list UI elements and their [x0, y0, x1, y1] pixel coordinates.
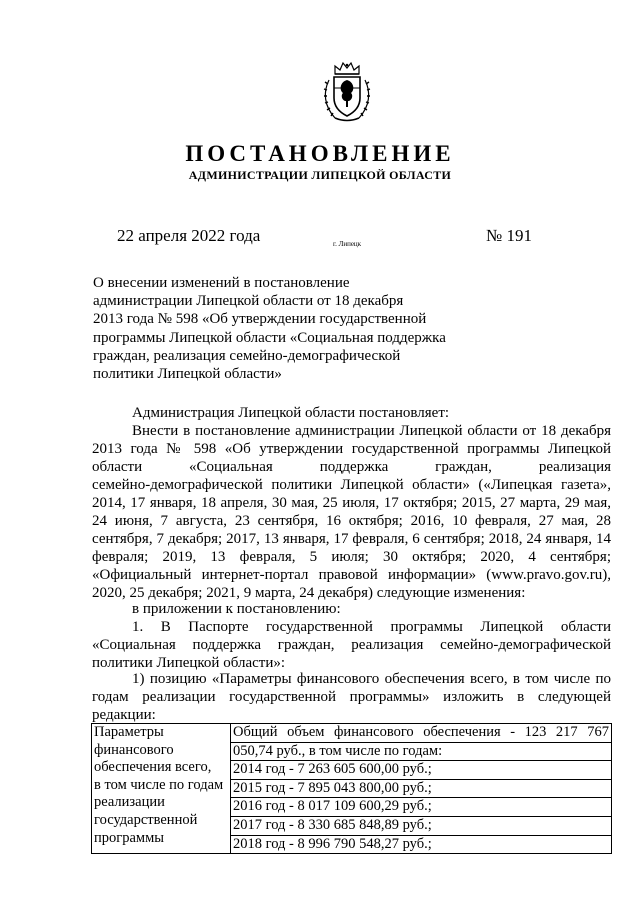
paragraph-line: Внести в постановление администрации Липецкой области от 18 декабря: [132, 423, 611, 439]
paragraph-line: политики Липецкой области»:: [92, 655, 286, 671]
cell-line: государственной: [94, 811, 198, 828]
cell-line: реализации: [94, 794, 165, 811]
cell-line: 050,74 руб., в том числе по годам:: [231, 742, 611, 761]
financing-table: [91, 723, 612, 854]
paragraph-position: [92, 670, 611, 724]
subject-line: 2013 года № 598 «Об утверждении государственной: [93, 311, 427, 328]
cell-line: Параметры: [94, 724, 164, 740]
table-cell-parameter: [92, 724, 231, 854]
document-title: ПОСТАНОВЛЕНИЕ: [185, 141, 455, 166]
paragraph-line: годам реализации государственной программы» изложить в следующей: [92, 689, 611, 705]
cell-line: 2014 год - 7 263 605 600,00 руб.;: [231, 760, 611, 779]
paragraph-line: в приложении к постановлению:: [132, 601, 341, 617]
paragraph-line: «Официальный интернет-портал правовой информации» (www.pravo.gov.ru),: [92, 567, 611, 583]
cell-line: обеспечения всего,: [94, 759, 212, 776]
paragraph-line: области «Социальная поддержка граждан, реализация: [92, 459, 611, 475]
coat-of-arms-icon: [321, 60, 373, 124]
paragraph-appendix: [92, 600, 611, 618]
paragraph-line: 1) позицию «Параметры финансового обеспечения всего, в том числе по: [132, 671, 611, 687]
paragraph-passport: [92, 618, 611, 672]
document-city: г. Липецк: [333, 240, 362, 248]
decree-text: Администрация Липецкой области постановляет:: [132, 405, 450, 421]
paragraph-line: февраля; 2019, 13 февраля, 5 июля; 30 октября; 2020, 4 сентября;: [92, 549, 611, 565]
cell-line: 2017 год - 8 330 685 848,89 руб.;: [231, 816, 611, 835]
cell-line: Общий объем финансового обеспечения - 123 217 767: [233, 724, 609, 740]
paragraph-line: «Социальная поддержка граждан, реализация семейно-демографической: [92, 637, 611, 653]
paragraph-line: 2014, 17 января, 18 апреля, 30 мая, 25 июля, 17 октября; 2015, 27 марта, 29 мая,: [92, 495, 611, 511]
cell-line: в том числе по годам: [94, 776, 224, 793]
paragraph-line: сентября, 7 декабря; 2017, 13 января, 17 февраля, 6 сентября; 2018, 24 января, 14: [92, 531, 611, 547]
document-number: № 191: [486, 226, 532, 245]
cell-line: финансового: [94, 741, 174, 758]
cell-line: 2018 год - 8 996 790 548,27 руб.;: [231, 835, 611, 854]
paragraph-line: семейно-демографической политики Липецкой области» («Липецкая газета»,: [92, 477, 611, 493]
subject-line: О внесении изменений в постановление: [93, 275, 350, 291]
paragraph-line: редакции:: [92, 707, 156, 723]
table-cell-value: [231, 724, 612, 854]
subject-line: политики Липецкой области»: [93, 366, 282, 383]
paragraph-line: 2013 года № 598 «Об утверждении государственной программы Липецкой: [92, 441, 611, 457]
document-subject: [93, 274, 446, 383]
table-row: [92, 724, 612, 854]
cell-line: программы: [94, 829, 164, 846]
paragraph-line: 24 июня, 7 августа, 23 сентября, 16 октября; 2016, 10 февраля, 27 мая, 28: [92, 513, 611, 529]
subject-line: граждан, реализация семейно-демографической: [93, 347, 401, 364]
issuing-authority: АДМИНИСТРАЦИИ ЛИПЕЦКОЙ ОБЛАСТИ: [188, 168, 452, 182]
cell-line: 2015 год - 7 895 043 800,00 руб.;: [231, 779, 611, 798]
subject-line: администрации Липецкой области от 18 декабря: [93, 293, 404, 310]
paragraph-line: 2020, 25 декабря; 2021, 9 марта, 24 декабря) следующие изменения:: [92, 585, 526, 601]
cell-line: 2016 год - 8 017 109 600,29 руб.;: [231, 797, 611, 816]
paragraph-line: 1. В Паспорте государственной программы Липецкой области: [132, 619, 611, 635]
decree-paragraph: [92, 404, 611, 422]
subject-line: программы Липецкой области «Социальная поддержка: [93, 329, 446, 346]
paragraph-amendments: [92, 422, 611, 602]
document-date: 22 апреля 2022 года: [117, 226, 261, 245]
